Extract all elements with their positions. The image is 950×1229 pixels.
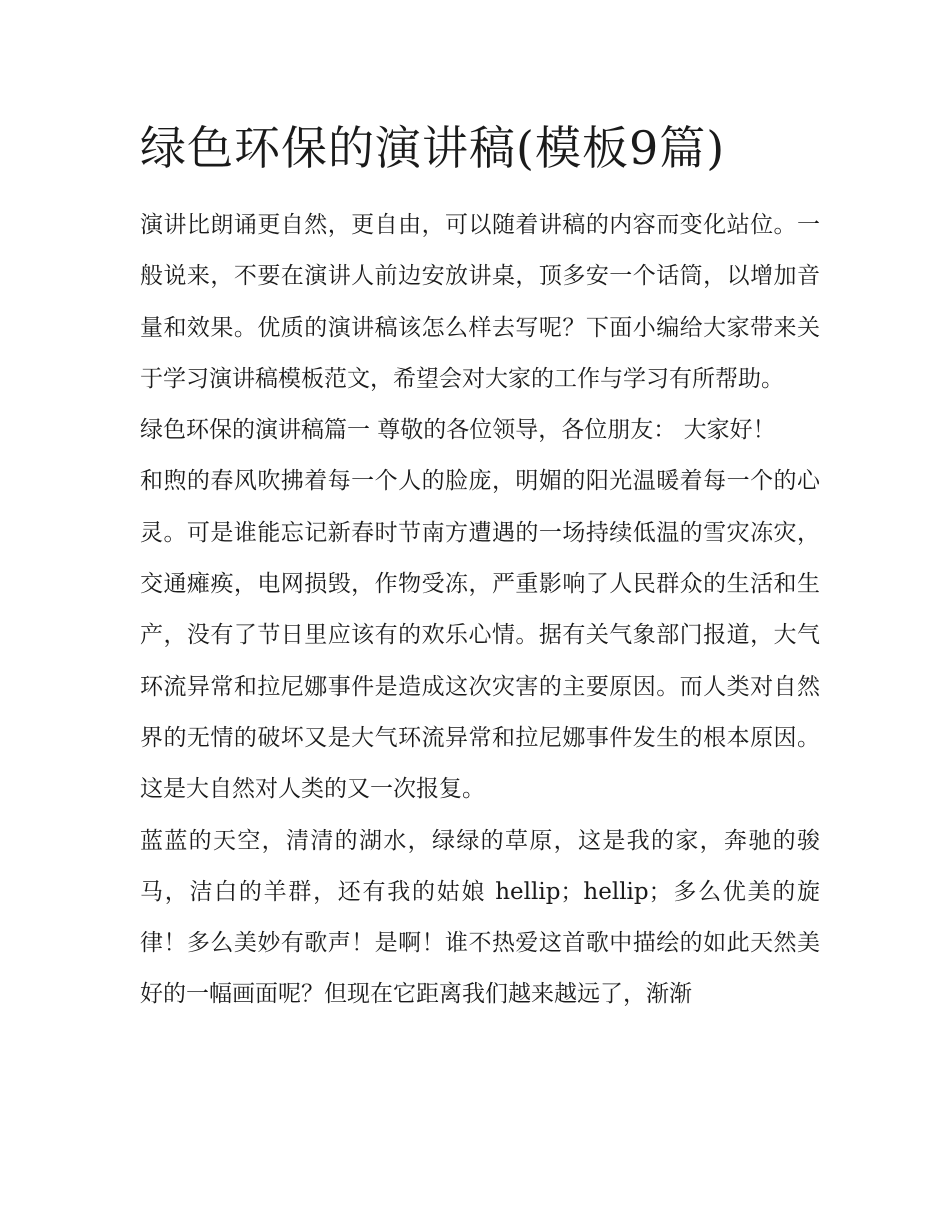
paragraph-spring-disaster: 和煦的春风吹拂着每一个人的脸庞，明媚的阳光温暖着每一个的心灵。可是谁能忘记新春时节南方遭遇的一场持续低温的雪灾冻灾，交通瘫痪，电网损毁，作物受冻，严重影响了人民群众的生活和生产，没有了节日里应该有的欢乐心情。据有关气象部门报道，大气环流异常和拉尼娜事件是造成这次灾害的主要原因。而人类对自然界的无情的破坏又是大气环流异常和拉尼娜事件发生的根本原因。这是大自然对人类的又一次报复。 (140, 468, 820, 803)
paragraph-blue-sky: 蓝蓝的天空，清清的湖水，绿绿的草原，这是我的家，奔驰的骏马，洁白的羊群，还有我的姑娘 hellip；hellip；多么优美的旋律！多么美妙有歌声！是啊！谁不热爱这首歌中描绘的如此天然美好的一幅画面呢？但现在它距离我们越来越远了，渐渐 (140, 827, 820, 1008)
document-title: 绿色环保的演讲稿(模板9篇) (140, 121, 726, 175)
paragraph-speech-greeting: 绿色环保的演讲稿篇一 尊敬的各位领导，各位朋友： 大家好！ (140, 417, 776, 444)
paragraph-intro: 演讲比朗诵更自然，更自由，可以随着讲稿的内容而变化站位。一般说来，不要在演讲人前边安放讲桌，顶多安一个话筒，以增加音量和效果。优质的演讲稿该怎么样去写呢？下面小编给大家带来关于学习演讲稿模板范文，希望会对大家的工作与学习有所帮助。 (140, 212, 820, 392)
document-body (140, 200, 820, 1021)
